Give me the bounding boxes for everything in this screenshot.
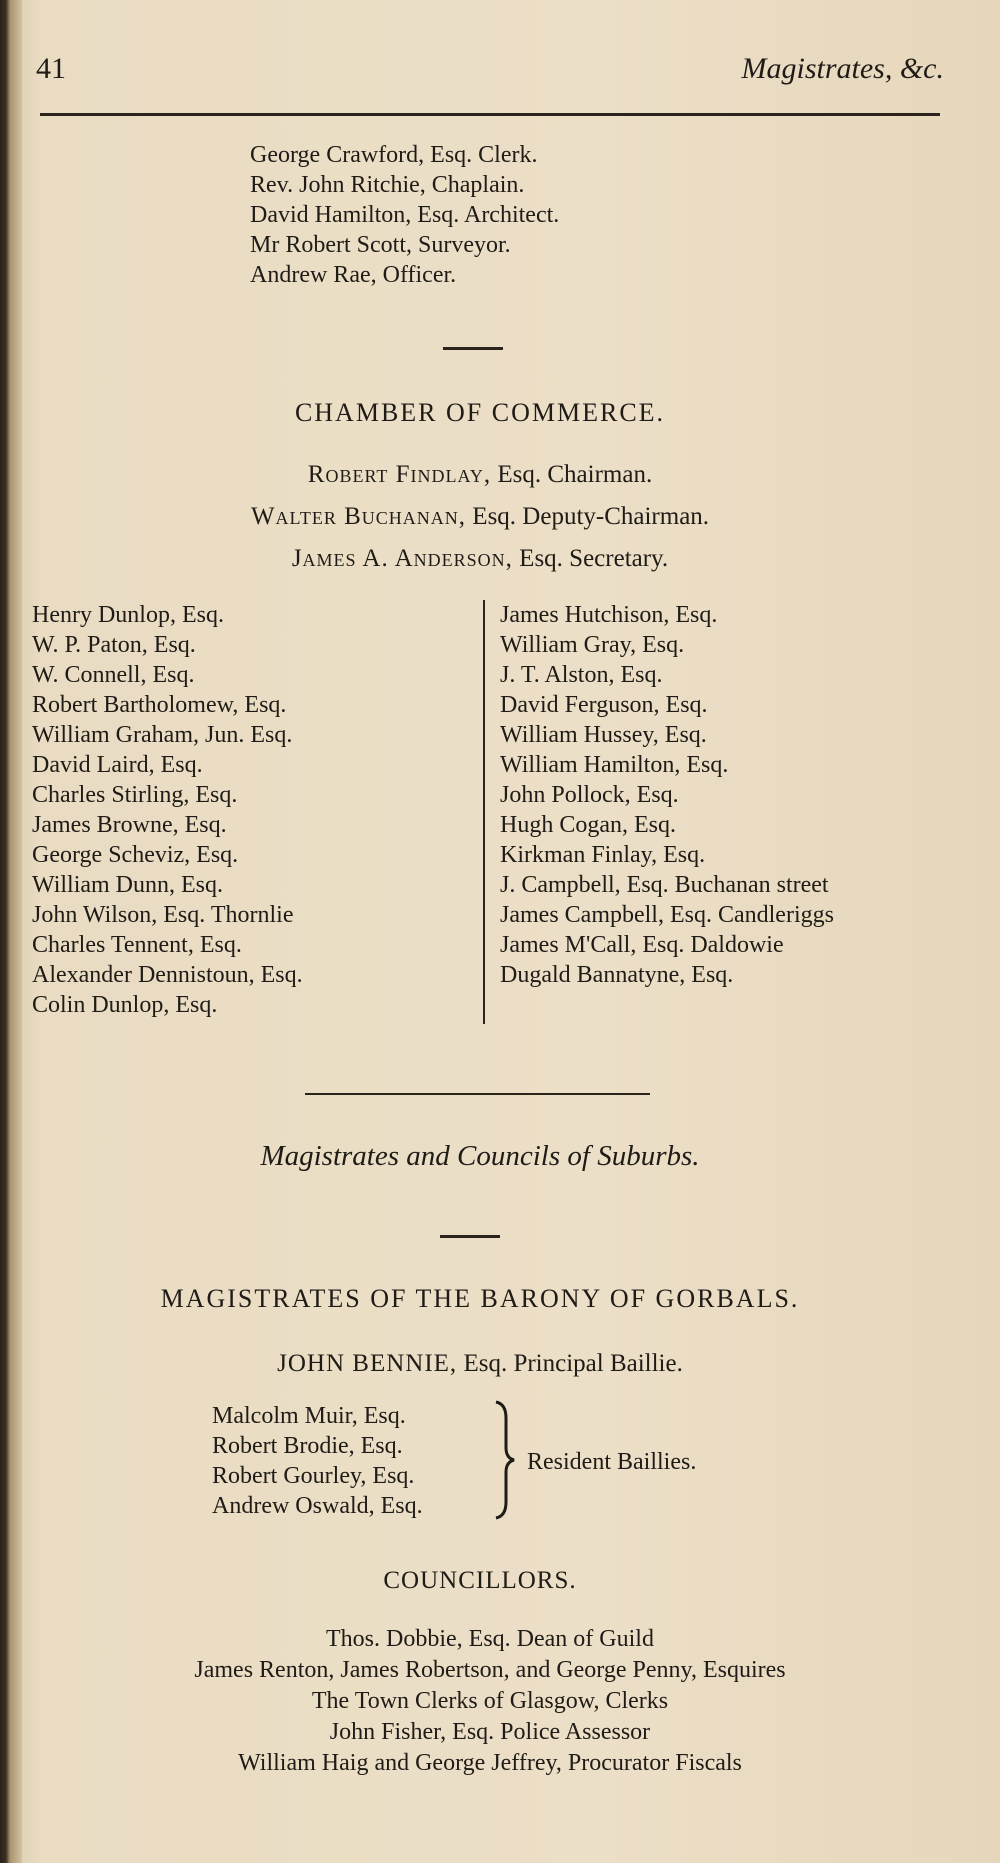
principal-name: JOHN BENNIE, [277,1350,458,1377]
running-title: Magistrates, &c. [741,52,944,85]
officers-list [250,140,559,290]
member-line: Robert Bartholomew, Esq. [32,692,287,718]
section-divider [440,1235,500,1238]
officer-line: Rev. John Ritchie, Chaplain. [250,172,525,198]
member-line: W. P. Paton, Esq. [32,632,196,658]
deputy-name: Walter Buchanan, [250,503,467,530]
section-divider-long [305,1093,650,1095]
member-line: William Gray, Esq. [500,632,685,658]
member-line: Kirkman Finlay, Esq. [500,842,706,868]
councillor-line: James Renton, James Robertson, and George Penny, Esquires [194,1657,786,1683]
councillor-line: William Haig and George Jeffrey, Procurator Fiscals [238,1750,742,1776]
deputy-line [0,503,960,531]
member-line: Colin Dunlop, Esq. [32,992,218,1018]
member-line: James Campbell, Esq. Candleriggs [500,902,834,928]
resident-baillies-list [212,1401,423,1521]
baillie-line: Andrew Oswald, Esq. [212,1493,423,1519]
chairman-name: Robert Findlay, [307,461,492,488]
header-rule [40,113,940,116]
member-line: James M'Call, Esq. Daldowie [500,932,784,958]
secretary-role: Esq. Secretary. [519,545,669,572]
officer-line: Andrew Rae, Officer. [250,262,457,288]
curly-brace [490,1398,518,1522]
gorbals-heading: MAGISTRATES OF THE BARONY OF GORBALS. [160,1284,800,1313]
member-line: J. Campbell, Esq. Buchanan street [500,872,829,898]
chairman-role: Esq. Chairman. [497,461,653,488]
member-line: David Ferguson, Esq. [500,692,708,718]
chairman-line [0,461,960,489]
secretary-line [0,545,960,573]
principal-baillie-line [0,1350,960,1378]
member-line: George Scheviz, Esq. [32,842,239,868]
member-line: Alexander Dennistoun, Esq. [32,962,303,988]
chamber-heading: CHAMBER OF COMMERCE. [294,398,666,427]
section-divider [443,347,503,350]
member-line: William Graham, Jun. Esq. [32,722,293,748]
member-line: William Dunn, Esq. [32,872,224,898]
members-right-column [500,600,834,990]
member-line: James Browne, Esq. [32,812,227,838]
member-line: Charles Stirling, Esq. [32,782,238,808]
officer-line: David Hamilton, Esq. Architect. [250,202,560,228]
member-line: Hugh Cogan, Esq. [500,812,676,838]
column-divider [483,600,485,1024]
principal-role: Esq. Principal Baillie. [463,1350,683,1377]
suburbs-heading: Magistrates and Councils of Suburbs. [260,1140,700,1172]
secretary-name: James A. Anderson, [291,545,513,572]
councillors-list [0,1624,980,1779]
councillor-line: John Fisher, Esq. Police Assessor [329,1719,651,1745]
resident-baillies-label: Resident Baillies. [527,1449,697,1475]
member-line: Charles Tennent, Esq. [32,932,242,958]
members-left-column [32,600,303,1020]
baillie-line: Malcolm Muir, Esq. [212,1403,406,1429]
member-line: W. Connell, Esq. [32,662,195,688]
member-line: William Hussey, Esq. [500,722,707,748]
member-line: J. T. Alston, Esq. [500,662,663,688]
officer-line: George Crawford, Esq. Clerk. [250,142,538,168]
officer-line: Mr Robert Scott, Surveyor. [250,232,511,258]
page-number: 41 [36,52,66,85]
member-line: Dugald Bannatyne, Esq. [500,962,734,988]
councillors-heading: COUNCILLORS. [383,1567,577,1594]
member-line: Henry Dunlop, Esq. [32,602,224,628]
member-line: James Hutchison, Esq. [500,602,718,628]
baillie-line: Robert Brodie, Esq. [212,1433,403,1459]
member-line: David Laird, Esq. [32,752,203,778]
baillie-line: Robert Gourley, Esq. [212,1463,415,1489]
member-line: William Hamilton, Esq. [500,752,729,778]
deputy-role: Esq. Deputy-Chairman. [472,503,710,530]
member-line: John Wilson, Esq. Thornlie [32,902,294,928]
councillor-line: The Town Clerks of Glasgow, Clerks [311,1688,669,1714]
member-line: John Pollock, Esq. [500,782,679,808]
councillor-line: Thos. Dobbie, Esq. Dean of Guild [326,1626,654,1652]
